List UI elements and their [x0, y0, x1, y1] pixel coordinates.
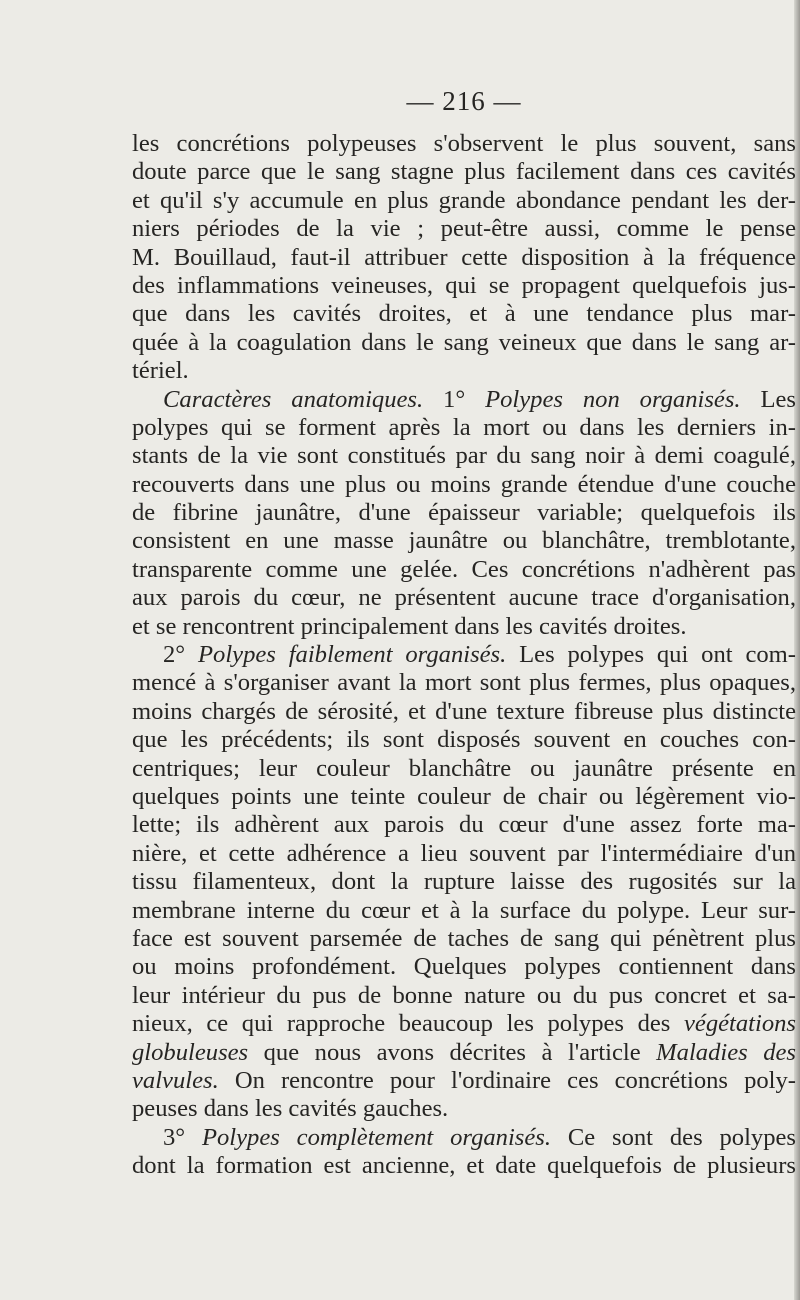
text-line [132, 811, 796, 839]
text-span: face est souvent parsemée de taches de sang qui pénètrent plus [132, 924, 796, 952]
page-number: — 216 — [406, 86, 522, 116]
text-span: ou moins profondément. Quelques polypes contiennent dans [132, 953, 796, 981]
text-span: et se rencontrent principalement dans les cavités droites. [132, 612, 687, 640]
text-span: polypes qui se forment après la mort ou dans les derniers in- [132, 413, 796, 441]
text-span: Ce sont des polypes [551, 1123, 797, 1151]
text-span: M. Bouillaud, faut-il attribuer cette disposition à la fréquence [132, 243, 796, 271]
text-span: membrane interne du cœur et à la surface du polype. Leur sur- [132, 896, 796, 924]
text-span: et qu'il s'y accumule en plus grande abondance pendant les der- [132, 186, 796, 214]
italic-text: globuleuses [132, 1038, 249, 1066]
text-span: consistent en une masse jaunâtre ou blanchâtre, tremblotante, [132, 527, 796, 555]
italic-text: Caractères anatomiques. [163, 385, 424, 413]
text-span: nieux, ce qui rapproche beaucoup les polypes des [132, 1010, 684, 1038]
text-line [132, 329, 796, 357]
text-span: que nous avons décrites à l'article [248, 1038, 657, 1066]
text-line [132, 386, 796, 414]
text-line [132, 925, 796, 953]
text-span: quée à la coagulation dans le sang veineux que dans le sang ar- [132, 328, 796, 356]
text-line [132, 527, 796, 555]
text-span: des inflammations veineuses, qui se propagent quelquefois jus- [132, 271, 796, 299]
text-line [132, 584, 796, 612]
text-line [132, 783, 796, 811]
text-line [132, 982, 796, 1010]
text-line [132, 1152, 796, 1180]
text-line [132, 840, 796, 868]
text-span: 3° [163, 1123, 202, 1151]
text-line [132, 187, 796, 215]
text-line [132, 272, 796, 300]
text-span: peuses dans les cavités gauches. [132, 1095, 449, 1123]
text-line [132, 158, 796, 186]
text-line [132, 669, 796, 697]
text-span: lette; ils adhèrent aux parois du cœur d'une assez forte ma- [132, 811, 796, 839]
text-span: tériel. [132, 357, 189, 385]
text-line [132, 556, 796, 584]
text-line [132, 897, 796, 925]
text-span: que les précédents; ils sont disposés souvent en couches con- [132, 726, 796, 754]
text-span: moins chargés de sérosité, et d'une texture fibreuse plus distincte [132, 697, 796, 725]
text-line [132, 499, 796, 527]
text-span: centriques; leur couleur blanchâtre ou jaunâtre présente en [132, 754, 796, 782]
text-line [132, 1067, 796, 1095]
text-span: de fibrine jaunâtre, d'une épaisseur variable; quelquefois ils [132, 499, 796, 527]
body-text [132, 130, 796, 1180]
text-line [132, 215, 796, 243]
text-span: les concrétions polypeuses s'observent le plus souvent, sans [132, 130, 796, 157]
text-line [132, 641, 796, 669]
text-span: transparente comme une gelée. Ces concrétions n'adhèrent pas [132, 555, 796, 583]
text-line [132, 357, 796, 385]
text-span: Les polypes qui ont com- [506, 641, 796, 669]
text-span: recouverts dans une plus ou moins grande étendue d'une couche [132, 470, 796, 498]
text-span: Les [740, 385, 796, 413]
text-span: 2° [163, 641, 198, 669]
text-line [132, 613, 796, 641]
text-span: aux parois du cœur, ne présentent aucune trace d'organisation, [132, 584, 796, 612]
text-line [132, 868, 796, 896]
text-span: niers périodes de la vie ; peut-être aussi, comme le pense [132, 215, 796, 243]
text-span: On rencontre pour l'ordinaire ces concrétions poly- [218, 1066, 796, 1094]
text-span: quelques points une teinte couleur de chair ou légèrement vio- [132, 782, 796, 810]
text-line [132, 953, 796, 981]
text-line [132, 244, 796, 272]
italic-text: végétations [683, 1010, 796, 1038]
text-line [132, 1039, 796, 1067]
text-line [132, 1095, 796, 1123]
text-line [132, 755, 796, 783]
text-line [132, 726, 796, 754]
text-span: tissu filamenteux, dont la rupture laisse des rugosités sur la [132, 868, 796, 896]
text-span: doute parce que le sang stagne plus facilement dans ces cavités [132, 158, 796, 186]
text-span: nière, et cette adhérence a lieu souvent par l'intermédiaire d'un [132, 839, 796, 867]
text-span: leur intérieur du pus de bonne nature ou du pus concret et sa- [132, 981, 796, 1009]
text-line [132, 300, 796, 328]
text-span: 1° [423, 385, 486, 413]
italic-text: Polypes complètement organisés. [201, 1123, 551, 1151]
text-span: mencé à s'organiser avant la mort sont plus fermes, plus opaques, [132, 669, 796, 697]
italic-text: Maladies des [656, 1038, 796, 1066]
text-line [132, 471, 796, 499]
text-span: dont la formation est ancienne, et date quelquefois de plusieurs [132, 1152, 796, 1180]
text-span: que dans les cavités droites, et à une tendance plus mar- [132, 300, 796, 328]
italic-text: valvules. [132, 1066, 219, 1094]
text-line [132, 130, 796, 158]
text-line [132, 442, 796, 470]
text-line [132, 414, 796, 442]
book-page [132, 86, 796, 1180]
italic-text: Polypes non organisés. [485, 385, 741, 413]
text-line [132, 1010, 796, 1038]
text-line [132, 698, 796, 726]
text-span: stants de la vie sont constitués par du sang noir à demi coagulé, [132, 442, 796, 470]
italic-text: Polypes faiblement organisés. [198, 641, 507, 669]
text-line [132, 1124, 796, 1152]
